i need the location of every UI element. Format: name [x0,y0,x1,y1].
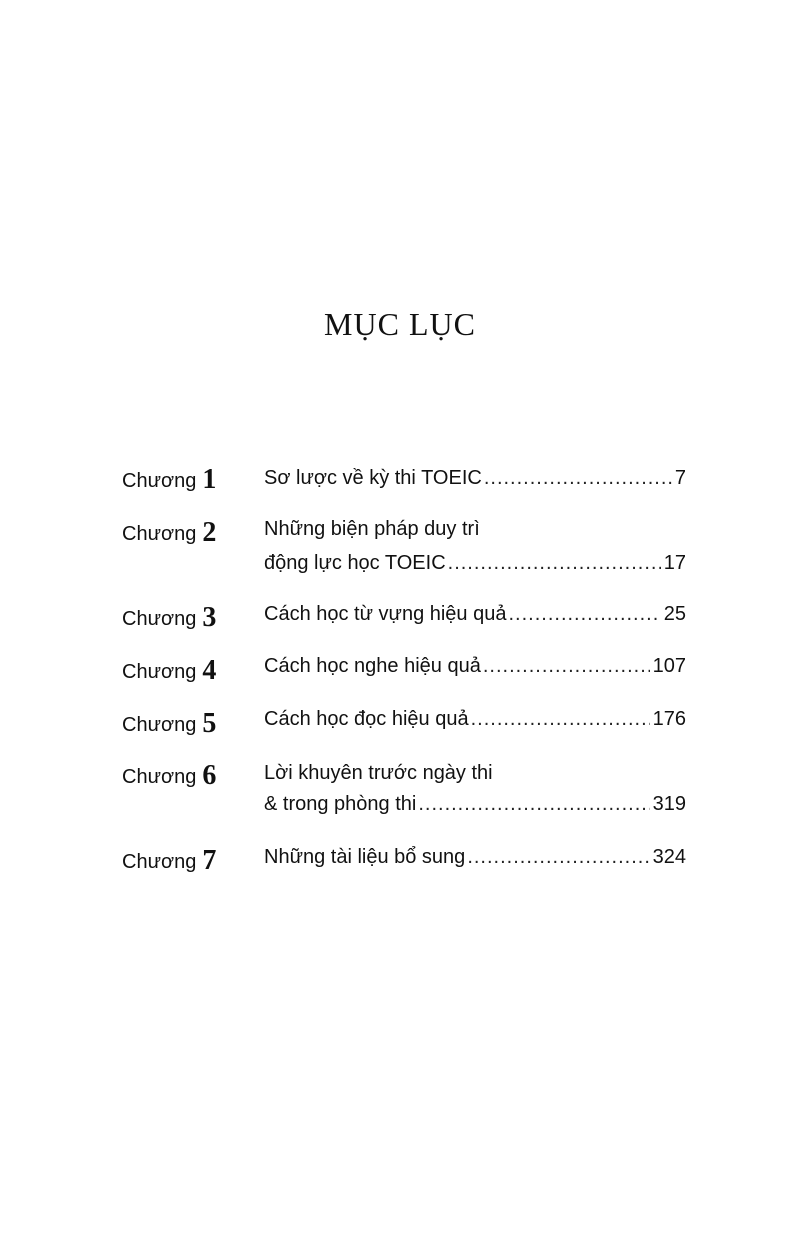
entry-title: Cách học từ vựng hiệu quả [264,603,507,625]
entry-line [264,762,686,785]
entry-line [264,603,686,626]
entry-line [264,518,686,541]
chapter-word: Chương [122,523,197,545]
chapter-number: 4 [202,655,217,686]
entry-title-continued: động lực học TOEIC [264,552,446,574]
chapter-word: Chương [122,766,197,788]
chapter-word: Chương [122,608,197,630]
dot-leader [483,655,650,678]
page-number: 176 [652,708,686,730]
dot-leader [471,708,650,731]
dot-leader [418,793,649,816]
chapter-label [122,654,242,686]
entry-line [264,846,686,869]
chapter-number: 5 [202,708,217,739]
chapter-number: 3 [202,602,217,633]
page-number: 25 [663,603,686,625]
entry-line [264,708,686,731]
chapter-word: Chương [122,714,197,736]
entry-title: Những tài liệu bổ sung [264,846,466,868]
chapter-number: 7 [202,845,217,876]
chapter-word: Chương [122,470,197,492]
chapter-label [122,601,242,633]
page-title: MỤC LỤC [324,306,476,342]
entry-line [264,467,686,490]
page-number: 324 [652,846,686,868]
page-number: 319 [652,793,686,815]
entry-line [264,793,686,816]
chapter-word: Chương [122,661,197,683]
dot-leader [508,603,660,626]
entry-line [264,552,686,575]
page-number: 7 [674,467,686,489]
dot-leader [484,467,672,490]
dot-leader [448,552,661,575]
entry-title: Sơ lược về kỳ thi TOEIC [264,467,482,489]
chapter-number: 2 [202,517,217,548]
entry-title: Cách học đọc hiệu quả [264,708,469,730]
entry-title-continued: & trong phòng thi [264,793,417,815]
entry-title: Lời khuyên trước ngày thi [264,762,493,784]
chapter-word: Chương [122,851,197,873]
entry-title: Những biện pháp duy trì [264,518,480,540]
entry-line [264,655,686,678]
page-number: 17 [663,552,686,574]
dot-leader [467,846,649,869]
chapter-number: 1 [202,464,217,495]
entry-title: Cách học nghe hiệu quả [264,655,481,677]
chapter-label [122,759,242,791]
page-number: 107 [652,655,686,677]
chapter-label [122,516,242,548]
chapter-label [122,707,242,739]
chapter-number: 6 [202,760,217,791]
chapter-label [122,844,242,876]
chapter-label [122,463,242,495]
